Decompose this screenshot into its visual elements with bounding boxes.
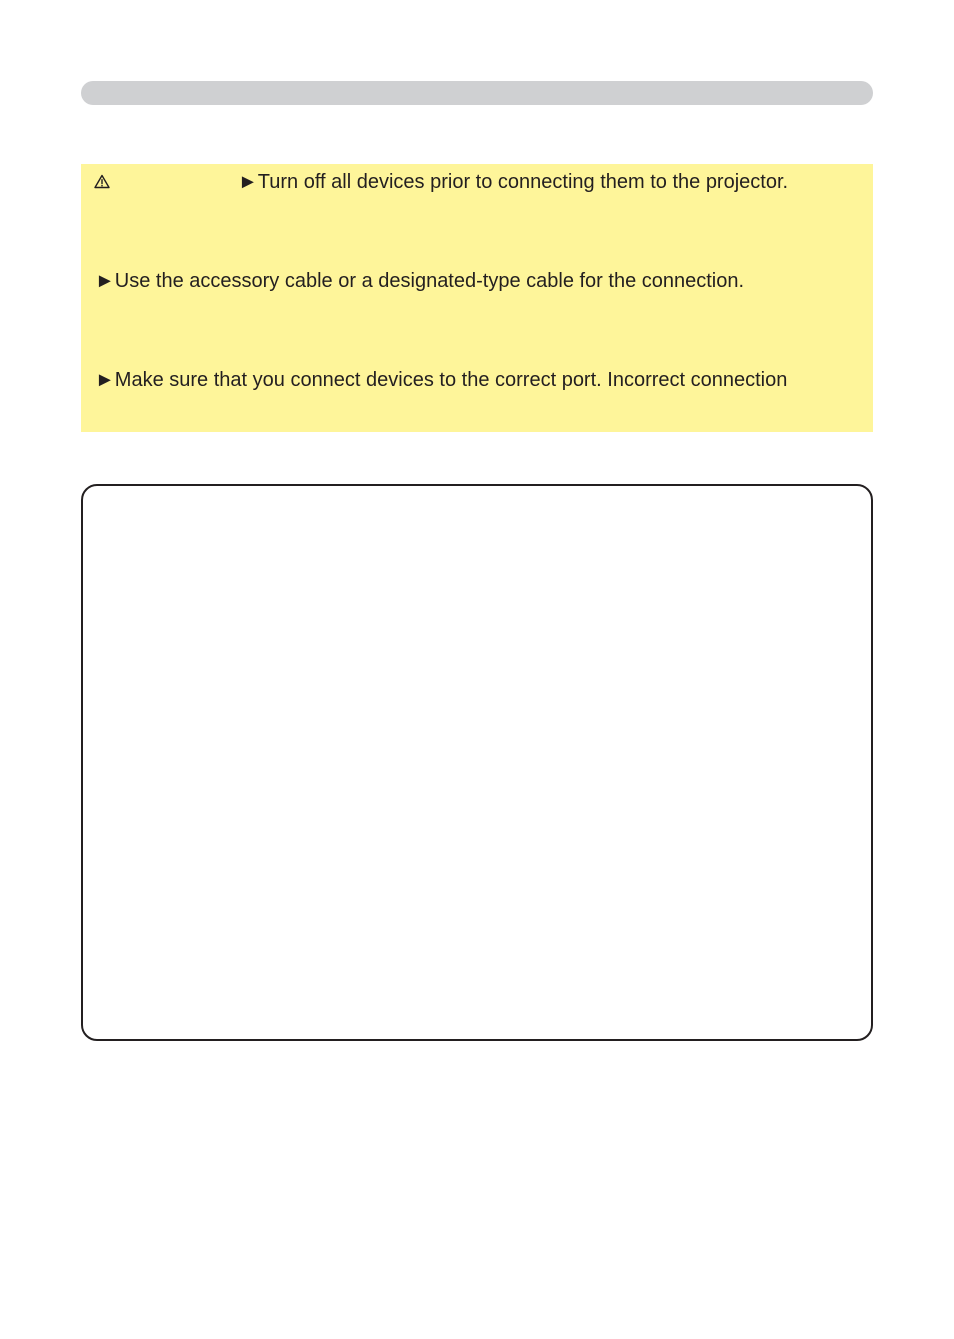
note-frame (81, 484, 873, 1041)
caution-text-correct-port: ►Make sure that you connect devices to the correct port. Incorrect connection (95, 369, 788, 391)
caution-box (81, 164, 873, 432)
section-header-bar (81, 81, 873, 105)
caution-text-power-off: ►Turn off all devices prior to connecting them to the projector. (238, 171, 789, 193)
warning-triangle-icon (94, 174, 110, 189)
caution-text-cable: ►Use the accessory cable or a designated-type cable for the connection. (95, 270, 745, 292)
